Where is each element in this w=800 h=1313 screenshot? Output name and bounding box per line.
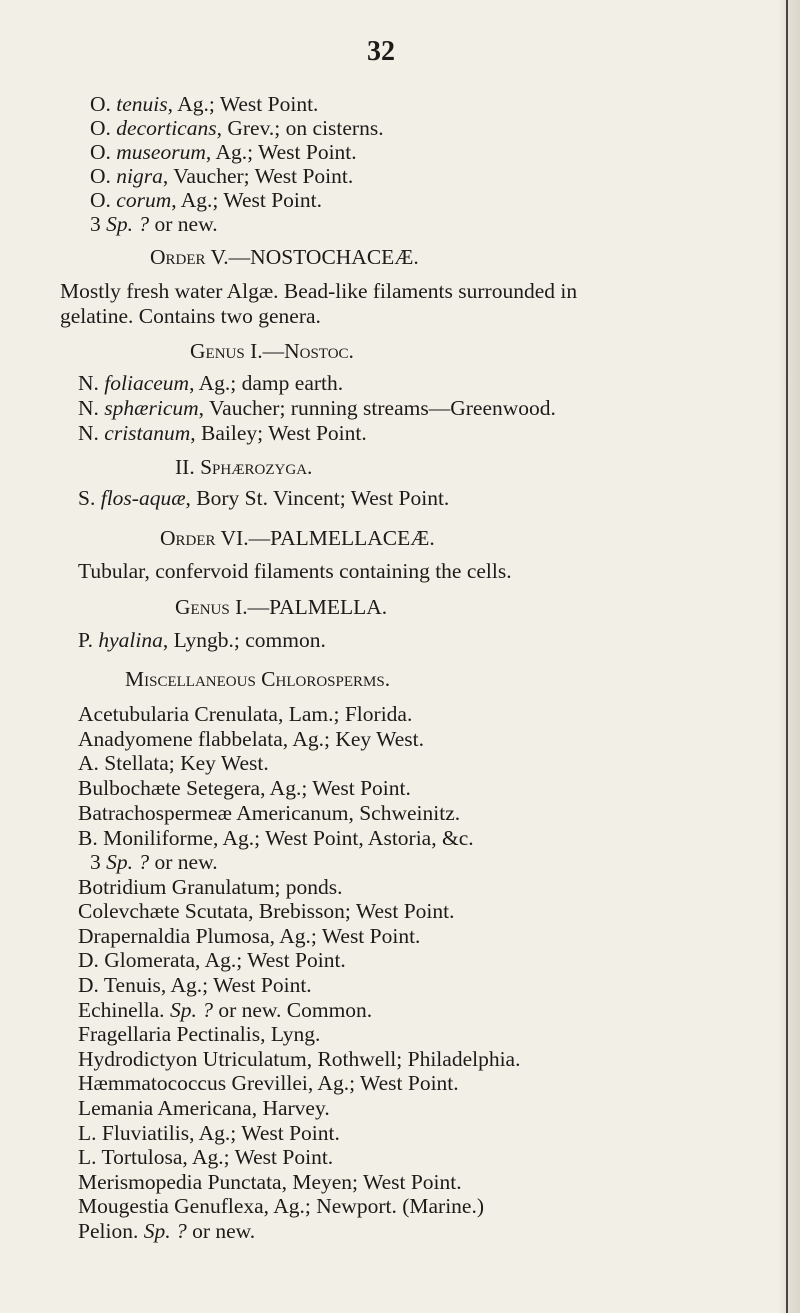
list-item: O. nigra, Vaucher; West Point. [90,164,354,188]
item-text: D. Tenuis, Ag.; West Point. [78,973,312,997]
item-text: Anadyomene flabbelata, Ag.; Key West. [78,727,424,751]
item-text-after: or new. Common. [212,998,373,1022]
list-item [78,1046,520,1072]
item-text: Acetubularia Crenulata, Lam.; Florida. [78,702,413,726]
page-edge [778,0,800,1313]
misc-heading: Miscellaneous Chlorosperms. [125,667,391,691]
item-text-after: or new. [186,1219,256,1243]
list-item [78,1193,484,1219]
list-item [78,997,372,1023]
item-text: Drapernaldia Plumosa, Ag.; West Point. [78,924,421,948]
list-item: S. flos-aquæ, Bory St. Vincent; West Point. [78,486,450,510]
list-item [78,972,312,998]
genus-heading: Genus I.—Nostoc. [190,339,354,363]
list-item [78,750,269,776]
item-text: Pelion. [78,1219,144,1243]
list-item [78,898,454,924]
item-text: L. Tortulosa, Ag.; West Point. [78,1145,334,1169]
item-text: Hæmmatococcus Grevillei, Ag.; West Point. [78,1071,459,1095]
item-text: Mougestia Genuflexa, Ag.; Newport. (Marine.) [78,1194,485,1218]
item-text-after: or new. [149,850,218,874]
item-italic: Sp. ? [169,998,213,1022]
item-text: Hydrodictyon Utriculatum, Rothwell; Philadelphia. [78,1047,521,1071]
list-item: N. foliaceum, Ag.; damp earth. [78,371,344,395]
item-text: Batrachospermeæ Americanum, Schweinitz. [78,801,461,825]
list-item: 3 Sp. ? or new. [90,212,218,236]
item-text: Botridium Granulatum; ponds. [78,875,343,899]
order-description: gelatine. Contains two genera. [60,304,321,328]
genus-heading: II. Sphærozyga. [175,455,313,479]
list-item [78,775,411,801]
order-heading: Order V.—NOSTOCHACEÆ. [150,245,419,269]
item-text: Fragellaria Pectinalis, Lyng. [78,1022,321,1046]
list-item [78,923,420,949]
list-item: N. cristanum, Bailey; West Point. [78,421,367,445]
item-text: L. Fluviatilis, Ag.; West Point. [78,1121,340,1145]
order-description: Mostly fresh water Algæ. Bead-like filaments surrounded in [60,279,578,303]
page-edge-line [786,0,788,1313]
list-item: N. sphæricum, Vaucher; running streams—Greenwood. [78,396,556,420]
list-item [78,1169,462,1195]
list-item: P. hyalina, Lyngb.; common. [78,628,326,652]
order-heading: Order VI.—PALMELLACEÆ. [160,526,435,550]
list-item [78,1218,255,1244]
list-item [78,1095,330,1121]
item-text: D. Glomerata, Ag.; West Point. [78,948,346,972]
list-item [78,947,346,973]
list-item: O. corum, Ag.; West Point. [90,188,323,212]
list-item [78,874,343,900]
list-item [90,849,218,875]
item-text: Bulbochæte Setegera, Ag.; West Point. [78,776,411,800]
item-text: Echinella. [78,998,170,1022]
list-item [78,1021,320,1047]
list-item [78,800,460,826]
list-item [78,1070,459,1096]
item-text: 3 [90,850,107,874]
page-number: 32 [367,36,395,67]
list-item: O. museorum, Ag.; West Point. [90,140,357,164]
list-item: O. decorticans, Grev.; on cisterns. [90,116,384,140]
list-item [78,701,412,727]
item-text: B. Moniliforme, Ag.; West Point, Astoria, &c. [78,826,474,850]
item-text: Merismopedia Punctata, Meyen; West Point. [78,1170,462,1194]
list-item [78,825,474,851]
order-description: Tubular, confervoid filaments containing the cells. [78,559,512,583]
list-item [78,1144,333,1170]
list-item [78,1120,340,1146]
item-italic: Sp. ? [106,850,150,874]
item-text: Lemania Americana, Harvey. [78,1096,330,1120]
genus-heading: Genus I.—PALMELLA. [175,595,388,619]
list-item: O. tenuis, Ag.; West Point. [90,92,319,116]
item-text: A. Stellata; Key West. [78,751,269,775]
item-italic: Sp. ? [143,1219,187,1243]
item-text: Colevchæte Scutata, Brebisson; West Point. [78,899,455,923]
list-item [78,726,424,752]
